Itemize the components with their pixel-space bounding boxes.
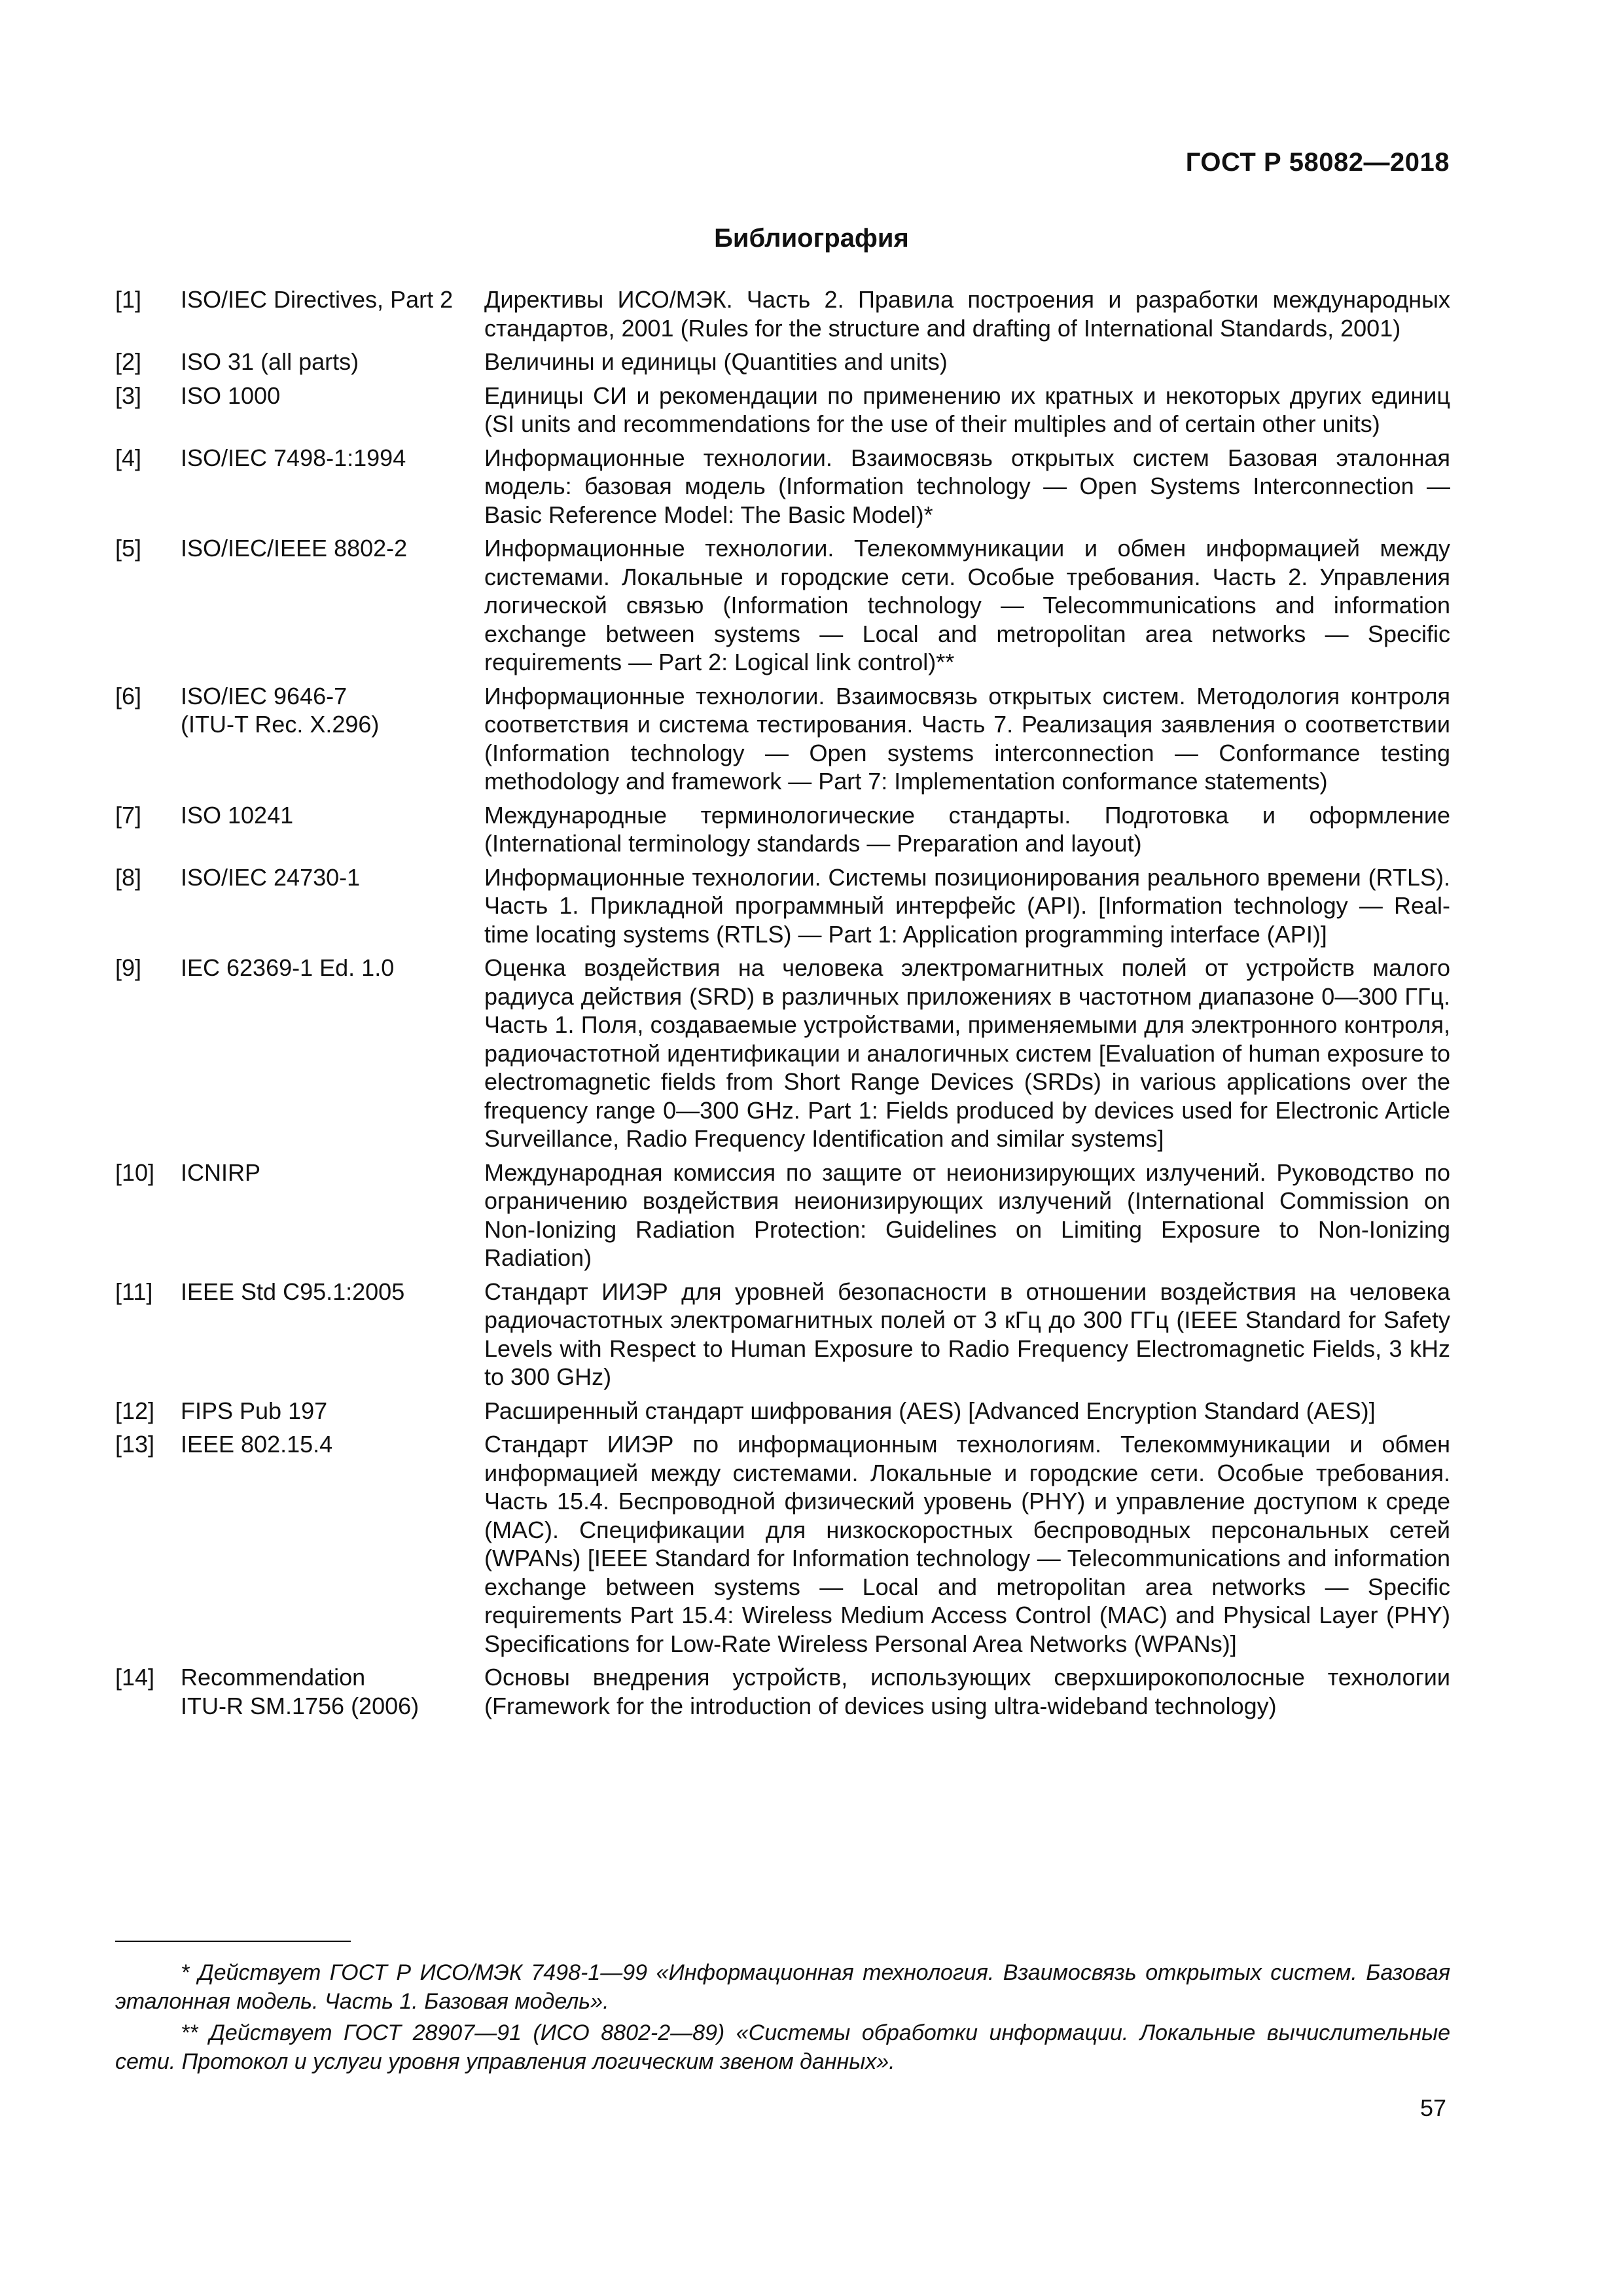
bibliography-title: Библиография [714,224,909,253]
bibliography-list [115,285,1450,1725]
bibliography-entry [115,1663,1450,1720]
entry-standard-code: ISO 10241 [181,801,294,829]
entry-description: Стандарт ИИЭР для уровней безопасности в отношении воздействия на человека радиочастотных электромагнитных полей от 3 кГц до 300 ГГц (IEEE Standard for Safety Levels with Respect to Human Exposure to Radio Frequency Electromagnetic Fields, 3 kHz to 300 GHz) [484,1278,1450,1390]
bibliography-entry [115,534,1450,677]
entry-description: Международные терминологические стандарты. Подготовка и оформление (International terminology standards — Preparation and layout) [484,801,1450,857]
bibliography-entry [115,382,1450,439]
bibliography-entry [115,444,1450,529]
entry-number: [8] [115,863,142,891]
entry-description: Оценка воздействия на человека электромагнитных полей от устройств малого радиуса действия (SRD) в различных приложениях в частотном диапазоне 0—300 ГГц. Часть 1. Поля, создаваемые устройствами, применяемыми для электронного контроля, радиочастотной идентификации и аналогичных систем [Evaluation of human exposure to electromagnetic fields from Short Range Devices (SRDs) in various applications over the frequency range 0—300 GHz. Part 1: Fields produced by devices used for Electronic Article Surveillance, Radio Frequency Identification and similar systems] [484,954,1450,1152]
entry-number: [7] [115,801,142,829]
entry-standard-code: IEC 62369-1 Ed. 1.0 [181,954,395,981]
bibliography-entry [115,682,1450,796]
entry-standard-code: Recommendation ITU-R SM.1756 (2006) [181,1664,419,1719]
entry-number: [3] [115,382,142,409]
bibliography-entry [115,285,1450,342]
entry-number: [2] [115,348,142,375]
entry-number: [5] [115,535,142,562]
entry-number: [10] [115,1158,155,1186]
entry-standard-code: ISO/IEC/IEEE 8802-2 [181,535,408,562]
footnote-item: * Действует ГОСТ Р ИСО/МЭК 7498-1—99 «Информационная технология. Взаимосвязь открытых систем. Базовая эталонная модель. Часть 1. Базовая модель». [115,1960,1450,2014]
entry-number: [1] [115,286,142,313]
entry-description: Информационные технологии. Взаимосвязь открытых систем Базовая эталонная модель: базовая модель (Information technology — Open Systems Interconnection — Basic Reference Model: The Basic Model)* [484,444,1450,528]
entry-standard-code: IEEE 802.15.4 [181,1431,333,1458]
entry-standard-code: ISO/IEC 24730-1 [181,863,361,891]
bibliography-entry [115,1278,1450,1391]
entry-description: Расширенный стандарт шифрования (AES) [Advanced Encryption Standard (AES)] [484,1397,1376,1424]
bibliography-entry [115,1430,1450,1658]
entry-description: Директивы ИСО/МЭК. Часть 2. Правила построения и разработки международных стандартов, 2001 (Rules for the structure and drafting of International Standards, 2001) [484,286,1450,342]
entry-description: Стандарт ИИЭР по информационным технологиям. Телекоммуникации и обмен информацией между системами. Локальные и городские сети. Особые требования. Часть 15.4. Беспроводной физический уровень (PHY) и управление доступом к среде (MAC). Спецификации для низкоскоростных беспроводных персональных сетей (WPANs) [IEEE Standard for Information technology — Telecommunications and information exchange between systems — Local and metropolitan area networks — Specific requirements Part 15.4: Wireless Medium Access Control (MAC) and Physical Layer (PHY) Specifications for Low-Rate Wireless Personal Area Networks (WPANs)] [484,1431,1450,1657]
bibliography-entry [115,348,1450,376]
entry-standard-code: ICNIRP [181,1158,261,1186]
entry-number: [9] [115,954,142,981]
entry-number: [14] [115,1664,155,1691]
entry-description: Основы внедрения устройств, использующих сверхширокополосные технологии (Framework for the introduction of devices using ultra-wideband technology) [484,1664,1450,1719]
entry-description: Международная комиссия по защите от неионизирующих излучений. Руководство по ограничению воздействия неионизирующих излучений (International Commission on Non-Ionizing Radiation Protection: Guidelines on Limiting Exposure to Non-Ionizing Radiation) [484,1158,1450,1271]
entry-number: [13] [115,1431,155,1458]
entry-standard-code: FIPS Pub 197 [181,1397,328,1424]
entry-standard-code: ISO/IEC 7498-1:1994 [181,444,406,471]
entry-standard-code: ISO/IEC 9646-7 (ITU-T Rec. X.296) [181,682,380,738]
entry-standard-code: ISO 31 (all parts) [181,348,359,375]
footnote-item: ** Действует ГОСТ 28907—91 (ИСО 8802-2—89) «Системы обработки информации. Локальные вычислительные сети. Протокол и услуги уровня управления логическим звеном данных». [115,2020,1450,2074]
bibliography-entry [115,801,1450,858]
bibliography-entry [115,1158,1450,1272]
entry-description: Величины и единицы (Quantities and units) [484,348,948,375]
entry-standard-code: ISO 1000 [181,382,281,409]
footnote-divider [115,1941,351,1942]
entry-number: [11] [115,1278,153,1305]
entry-standard-code: ISO/IEC Directives, Part 2 [181,286,454,313]
entry-standard-code: IEEE Std C95.1:2005 [181,1278,405,1305]
entry-number: [6] [115,682,142,709]
bibliography-entry [115,954,1450,1153]
bibliography-entry [115,863,1450,949]
bibliography-entry [115,1397,1450,1426]
entry-number: [12] [115,1397,155,1424]
entry-description: Информационные технологии. Взаимосвязь открытых систем. Методология контроля соответствия и система тестирования. Часть 7. Реализация заявления о соответствии (Information technology — Open systems interconnection — Conformance testing methodology and framework — Part 7: Implementation conformance statements) [484,682,1450,795]
entry-description: Информационные технологии. Телекоммуникации и обмен информацией между системами. Локальные и городские сети. Особые требования. Часть 2. Управления логической связью (Information technology — Telecommunications and information exchange between systems — Local and metropolitan area networks — Specific requirements — Part 2: Logical link control)** [484,535,1450,675]
entry-description: Единицы СИ и рекомендации по применению их кратных и некоторых других единиц (SI units and recommendations for the use of their multiples and of certain other units) [484,382,1450,437]
footnotes [115,1958,1450,2079]
entry-number: [4] [115,444,142,471]
entry-description: Информационные технологии. Системы позиционирования реального времени (RTLS). Часть 1. Прикладной программный интерфейс (API). [Information technology — Real-time locating systems (RTLS) — Part 1: Application programming interface (API)] [484,863,1450,948]
page-number: 57 [1419,2094,1446,2121]
document-code-header: ГОСТ Р 58082—2018 [1185,148,1450,177]
